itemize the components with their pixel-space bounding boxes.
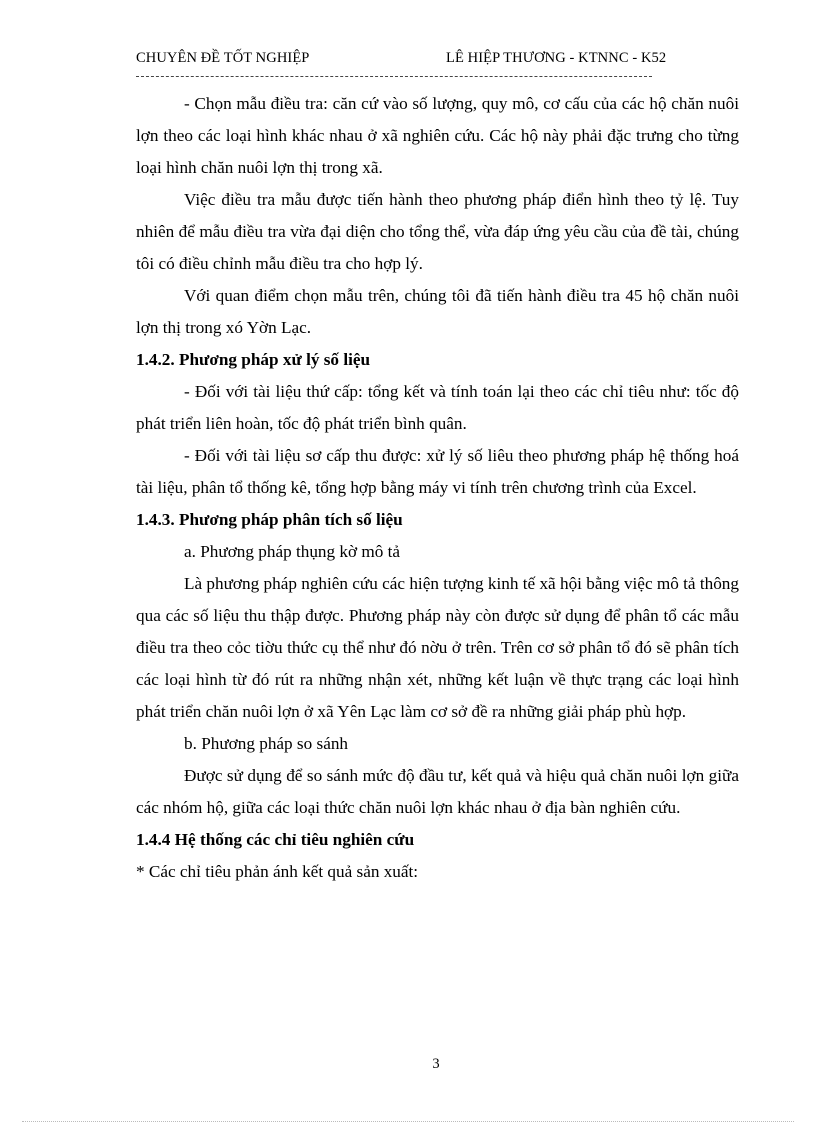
paragraph-comparison-method: Được sử dụng để so sánh mức độ đầu tư, kết quả và hiệu quả chăn nuôi lợn giữa các nhóm hộ, giữa các loại thức chăn nuôi lợn khác nhau ở địa bàn nghiên cứu. — [136, 766, 739, 817]
paragraph-primary-data: - Đối với tài liệu sơ cấp thu được: xử lý số liêu theo phương pháp hệ thống hoá tài liệu, phân tổ thống kê, tổng hợp bằng máy vi tính trên chương trình của Excel. — [136, 446, 739, 497]
paragraph-sample-method: Việc điều tra mẫu được tiến hành theo phương pháp điển hình theo tỷ lệ. Tuy nhiên để mẫu điều tra vừa đại diện cho tổng thể, vừa đáp ứng yêu cầu của đề tài, chúng tôi có điều chỉnh mẫu điều tra cho hợp lý. — [136, 190, 739, 273]
page-number: 3 — [432, 1056, 440, 1072]
page-bottom-edge — [22, 1121, 794, 1122]
paragraph-sample-size: Với quan điểm chọn mẫu trên, chúng tôi đã tiến hành điều tra 45 hộ chăn nuôi lợn thị trong xó Yờn Lạc. — [136, 286, 739, 337]
subheading-descriptive-statistics: a. Phương pháp thụng kờ mô tả — [184, 542, 401, 561]
paragraph-descriptive-statistics: Là phương pháp nghiên cứu các hiện tượng kinh tế xã hội bằng việc mô tả thông qua các số liệu thu thập được. Phương pháp này còn được sử dụng để phân tổ các mẫu điều tra theo cỏc tiờu thức cụ thể như đó nờu ở trên. Trên cơ sở phân tổ đó sẽ phân tích các loại hình từ đó rút ra những nhận xét, những kết luận về thực trạng các loại hình phát triển chăn nuôi lợn ở xã Yên Lạc làm cơ sở đề ra những giải pháp phù hợp. — [136, 574, 739, 721]
header-divider — [136, 76, 652, 77]
paragraph-secondary-data: - Đối với tài liệu thứ cấp: tổng kết và tính toán lại theo các chỉ tiêu như: tốc độ phát triển liên hoàn, tốc độ phát triển bình quân. — [136, 382, 739, 433]
header-left-title: CHUYÊN ĐỀ TỐT NGHIỆP — [136, 50, 310, 66]
section-heading-1-4-2: 1.4.2. Phương pháp xử lý số liệu — [136, 350, 371, 369]
header-right-author: LÊ HIỆP THƯƠNG - KTNNC - K52 — [446, 50, 667, 66]
document-body — [136, 88, 739, 888]
paragraph-production-indicators: * Các chỉ tiêu phản ánh kết quả sản xuất: — [136, 862, 419, 881]
section-heading-1-4-3: 1.4.3. Phương pháp phân tích số liệu — [136, 510, 403, 529]
subheading-comparison-method: b. Phương pháp so sánh — [184, 734, 349, 753]
section-heading-1-4-4: 1.4.4 Hệ thống các chỉ tiêu nghiên cứu — [136, 830, 415, 849]
paragraph-sample-selection: - Chọn mẫu điều tra: căn cứ vào số lượng, quy mô, cơ cấu của các hộ chăn nuôi lợn theo các loại hình khác nhau ở xã nghiên cứu. Các hộ này phải đặc trưng cho từng loại hình chăn nuôi lợn thị trong xã. — [136, 94, 739, 177]
